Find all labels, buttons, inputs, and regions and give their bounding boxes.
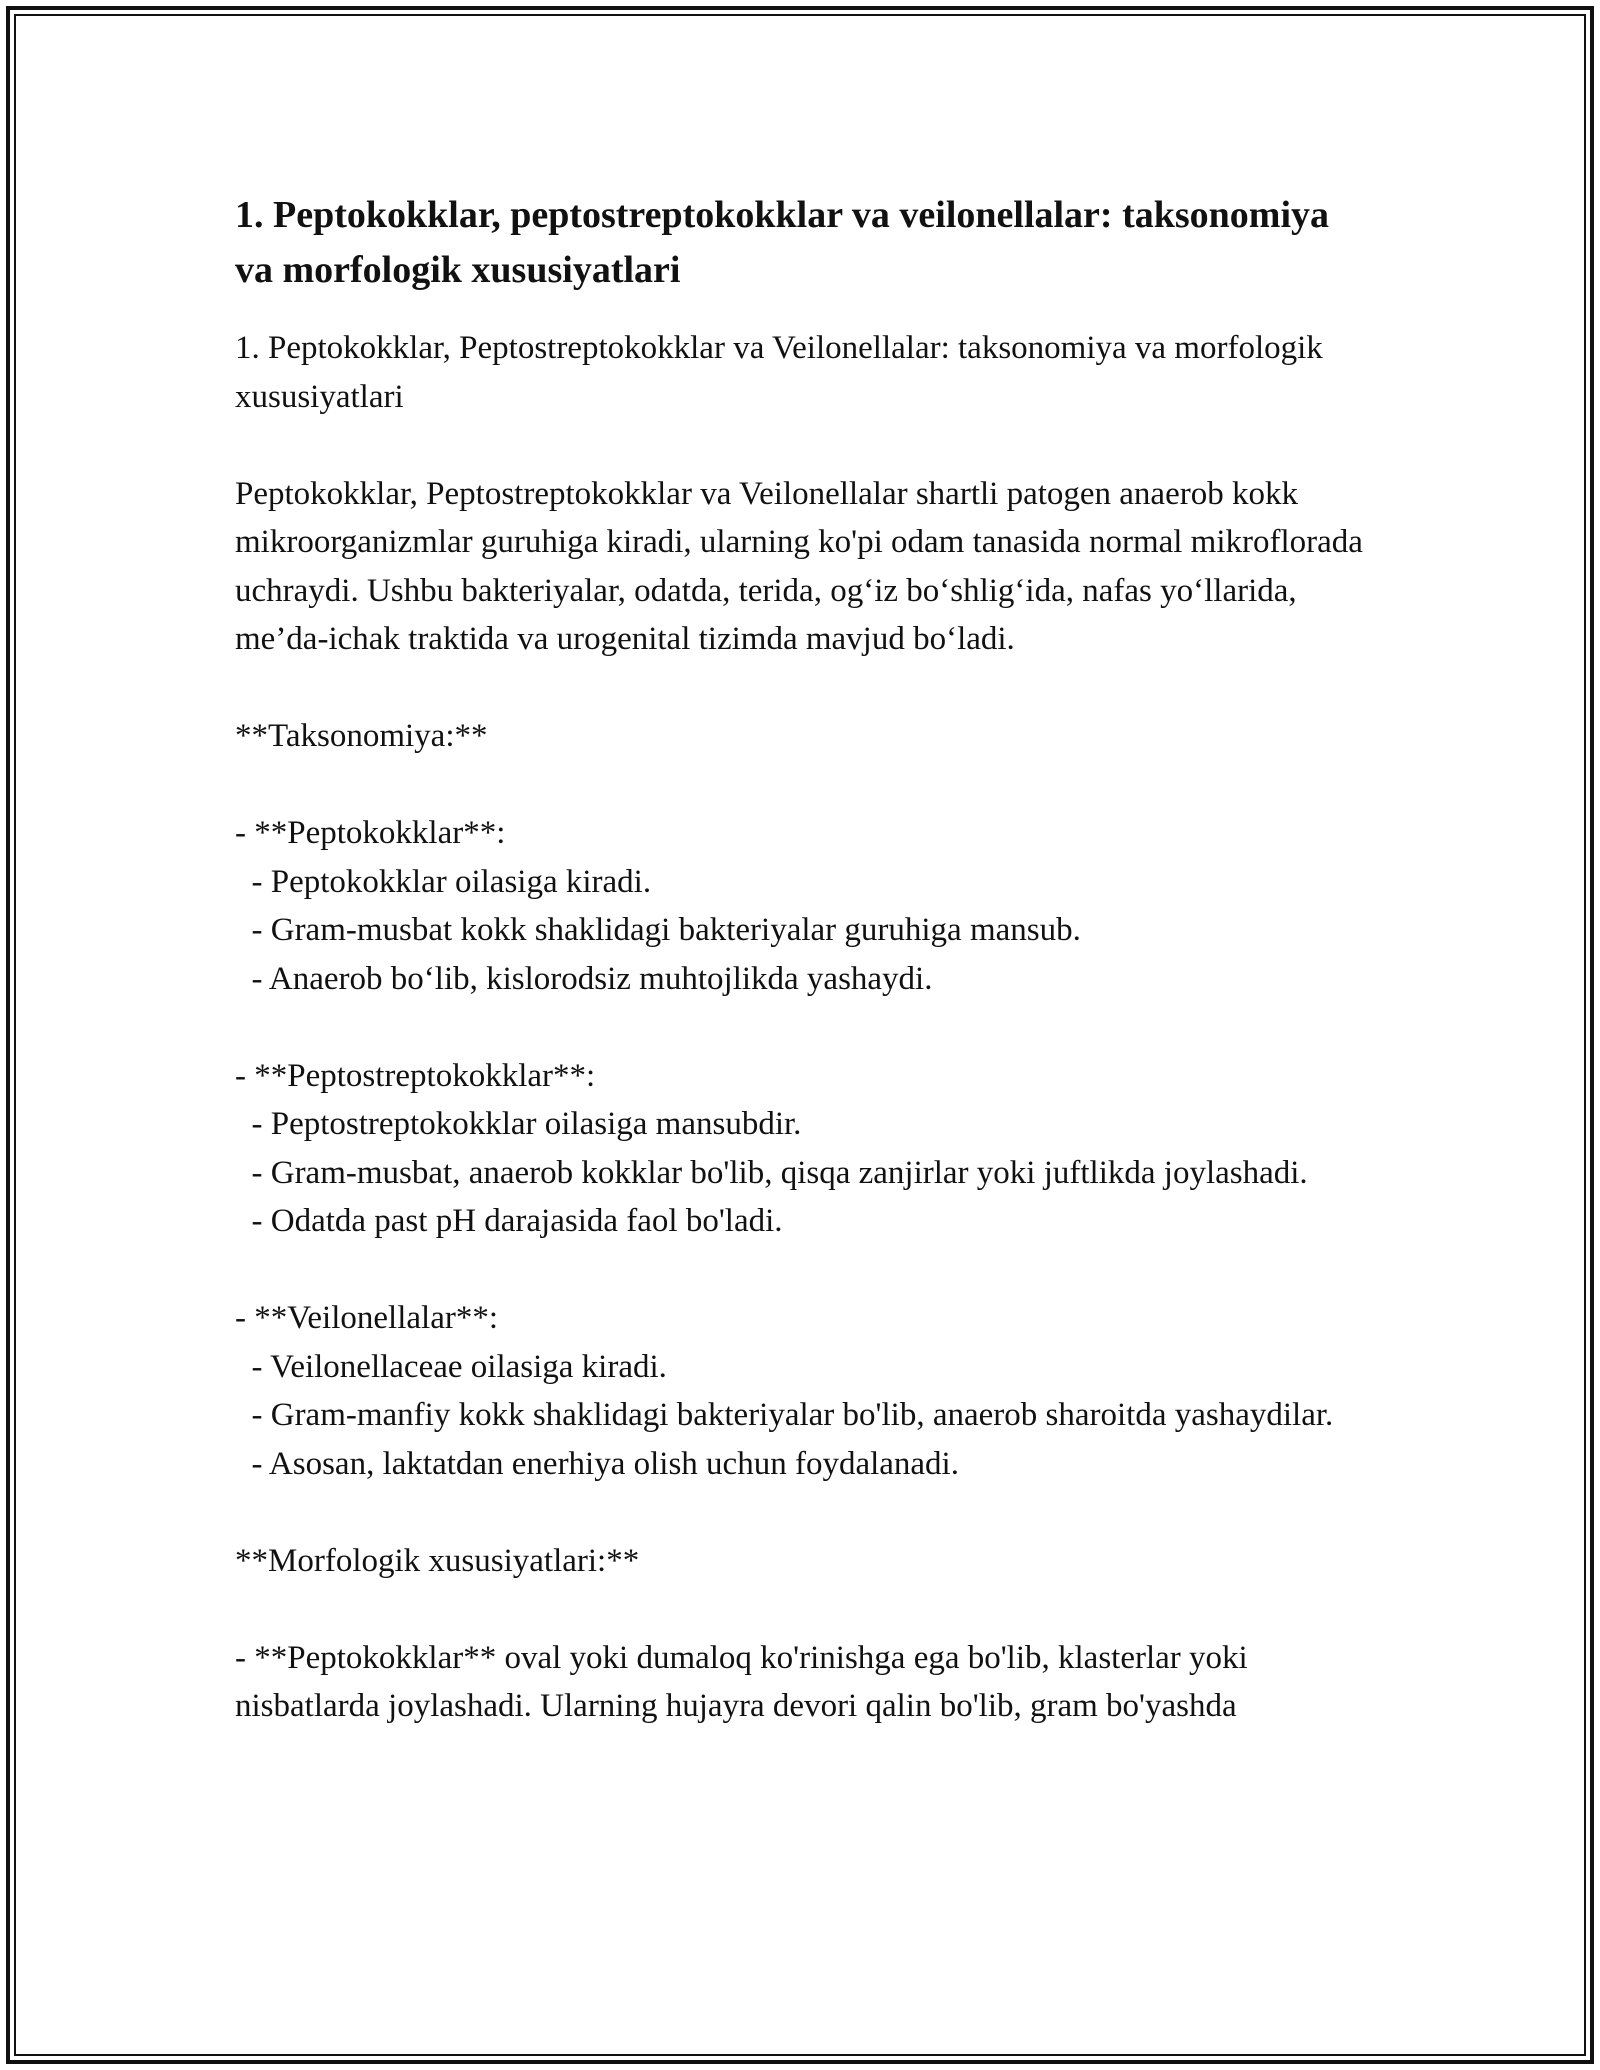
document-heading: 1. Peptokokklar, peptostreptokokklar va veilonellalar: taksonomiya va morfologik xususiyatlari xyxy=(235,194,1330,291)
document-body: Peptokokklar, Peptostreptokokklar va Veilonellalar shartli patogen anaerob kokk mikroorganizmlar guruhiga kiradi, ularning ko'pi odam tanasida normal mikroflorada uchraydi. Ushbu bakteriyalar, odatda, terida, og‘iz bo‘shlig‘ida, nafas yo‘llarida, me’da-ichak traktida va urogenital tizimda mavjud bo‘ladi. **Taksonomiya:** - **Peptokokklar**: - Peptokokklar oilasiga kiradi. - Gram-musbat kokk shaklidagi bakteriyalar guruhiga mansub. - Anaerob bo‘lib, kislorodsiz muhtojlikda yashaydi. - **Peptostreptokokklar**: - Peptostreptokokklar oilasiga mansubdir. - Gram-musbat, anaerob kokklar bo'lib, qisqa zanjirlar yoki juftlikda joylashadi. - Odatda past pH darajasida faol bo'ladi. - **Veilonellalar**: - Veilonellaceae oilasiga kiradi. - Gram-manfiy kokk shaklidagi bakteriyalar bo'lib, anaerob sharoitda yashaydilar. - Asosan, laktatdan enerhiya olish uchun foydalanadi. **Morfologik xususiyatlari:** - **Peptokokklar** oval yoki dumaloq ko'rinishga ega bo'lib, klasterlar yoki nisbatlarda joylashadi. Ularning hujayra devori qalin bo'lib, gram bo'yashda xyxy=(235,475,1363,1724)
document-content xyxy=(235,188,1375,1731)
document-subheading: 1. Peptokokklar, Peptostreptokokklar va Veilonellalar: taksonomiya va morfologik xususiyatlari xyxy=(235,330,1332,415)
